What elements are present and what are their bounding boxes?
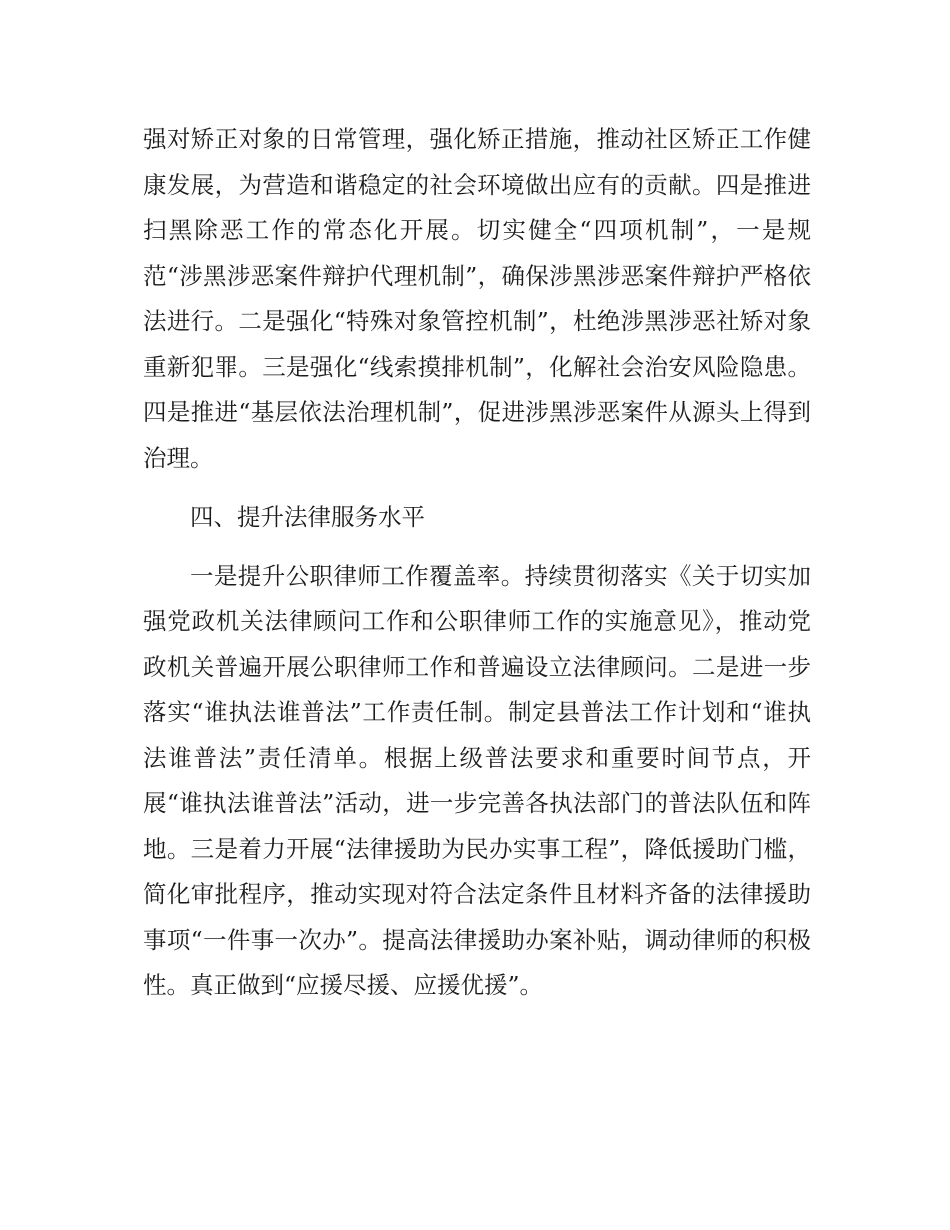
section-heading: 四、提升法律服务水平 <box>190 503 425 531</box>
paragraph-continuation: 强对矫正对象的日常管理，强化矫正措施，推动社区矫正工作健康发展，为营造和谐稳定的社会环境做出应有的贡献。四是推进扫黑除恶工作的常态化开展。切实健全“四项机制”，一是规范“涉黑涉恶案件辩护代理机制”，确保涉黑涉恶案件辩护严格依法进行。二是强化“特殊对象管控机制”，杜绝涉黑涉恶社矫对象重新犯罪。三是强化“线索摸排机制”，化解社会治安风险隐患。四是推进“基层依法治理机制”，促进涉黑涉恶案件从源头上得到治理。 <box>143 125 811 472</box>
paragraph-legal-services: 一是提升公职律师工作覆盖率。持续贯彻落实《关于切实加强党政机关法律顾问工作和公职律师工作的实施意见》，推动党政机关普遍开展公职律师工作和普遍设立法律顾问。二是进一步落实“谁执法谁普法”工作责任制。制定县普法工作计划和“谁执法谁普法”责任清单。根据上级普法要求和重要时间节点，开展“谁执法谁普法”活动，进一步完善各执法部门的普法队伍和阵地。三是着力开展“法律援助为民办实事工程”，降低援助门槛，简化审批程序，推动实现对符合法定条件且材料齐备的法律援助事项“一件事一次办”。提高法律援助办案补贴，调动律师的积极性。真正做到“应援尽援、应援优援”。 <box>143 561 811 999</box>
document-page <box>143 117 811 1009</box>
